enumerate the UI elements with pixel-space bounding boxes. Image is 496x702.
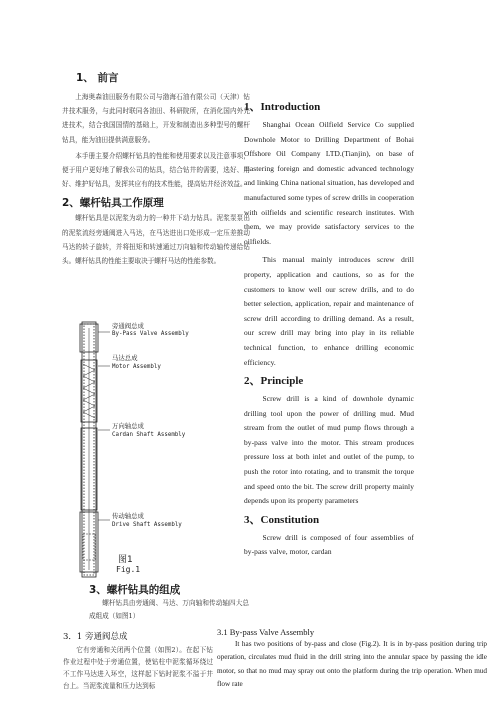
chinese-column — [62, 70, 250, 268]
english-column — [244, 98, 414, 560]
cn-constitution-section — [89, 582, 249, 623]
label-drive-en: Drive Shaft Assembly — [112, 522, 182, 528]
cn-bypass-section — [63, 630, 213, 692]
en-principle-heading: 2、Principle — [244, 375, 304, 388]
en-intro-paragraph-1: Shanghai Ocean Oilfield Service Co supplied Downhole Motor to Drilling Department of Bohai Offshore Oil Company LTD.(Tianjin), on base of mastering foreign and domestic advanced technology and linking China national situation, has developed and manufactured some types of screw drills in cooperation with oilfields and scientific research institutes. With them, we may provide satisfactory services to the oilfields. — [244, 120, 414, 246]
en-intro-heading: 1、Introduction — [244, 101, 321, 113]
label-bypass-cn: 旁通阀总成 — [112, 322, 144, 330]
figure-caption-en: Fig.1 — [116, 565, 141, 574]
en-bypass-section — [217, 627, 487, 692]
cn-intro-heading: 1、 前言 — [76, 72, 119, 84]
en-bypass-heading: 3.1 By-pass Valve Assembly — [217, 627, 315, 637]
cn-intro-paragraph-2: 本手册主要介绍螺杆钻具的性能和使用要求以及注意事项，便于用户更好地了解我公司的钻具，结合钻井的需要，选好、用好、维护好钻具，发挥其应有的技术性能，提高钻井经济效益。 — [62, 151, 250, 189]
screw-drill-drawing — [70, 320, 220, 582]
figure-caption-cn: 图1 — [118, 555, 133, 565]
cn-bypass-heading: 3．1 旁通阀总成 — [63, 632, 128, 642]
cn-principle-paragraph: 螺杆钻具是以泥浆为动力的一种井下动力钻具。泥浆泵泵出的泥浆流经旁通阀进入马达，在马达进出口处形成一定压差推动马达的转子旋转，并将扭矩和转速通过万向轴和传动轴传递给钻头。螺杆钻具的性能主要取决于螺杆马达的性能参数。 — [62, 214, 250, 266]
label-cardan-cn: 万向轴总成 — [112, 422, 144, 430]
label-cardan-en: Cardan Shaft Assembly — [112, 432, 186, 438]
figure-1-drill-diagram — [70, 320, 220, 582]
cn-constitution-paragraph: 螺杆钻具由旁通阀、马达、万向轴和传动轴四大总成组成（如图1） — [89, 599, 249, 620]
en-constitution-paragraph: Screw drill is composed of four assemblies of by-pass valve, motor, cardan — [244, 532, 414, 557]
cn-intro-paragraph-1: 上海奥森油田服务有限公司与渤海石油有限公司（天津）钻井技术服务，与此同时联同各油田、科研院所，在消化国内外先进技术，结合我国国情的基础上，开发和制造出多种型号的螺杆钻具，能为油田提供满意服务。 — [62, 93, 250, 144]
en-principle-paragraph: Screw drill is a kind of downhole dynamic drilling tool upon the power of drilling mud. Mud stream from the outlet of mud pump flows through a by-pass valve into the motor. This stream produces pressure loss at both inlet and outlet of the pump, to push the rotor into rotating, and to transmit the torque and speed onto the bit. The screw drill property mainly depends upon its property parameters — [244, 394, 414, 506]
en-constitution-heading: 3、Constitution — [244, 513, 320, 526]
en-intro-paragraph-2: This manual mainly introduces screw drill property, application and cautions, so as for the customers to know well our screw drills, and to do better selection, application, repair and maintenance of screw drill according to drilling demand. As a result, our screw drill may bring into play in its reliable technical function, to enhance drilling economic efficiency. — [244, 255, 414, 367]
label-drive-cn: 传动轴总成 — [112, 512, 144, 520]
cn-principle-heading: 2、螺杆钻具工作原理 — [62, 197, 164, 210]
label-motor-en: Motor Assembly — [112, 364, 161, 370]
en-bypass-paragraph: It has two positions of by-pass and close (Fig.2). It is in by-pass position during trip operation, circulates mud fluid in the drill string into the annular space by passing the idle motor, so that no mud may spray out onto the platform during the trip operation. When mud flow rate — [217, 640, 487, 689]
cn-bypass-paragraph: 它有旁通和关闭两个位置（如图2）。在起下钻作业过程中处于旁通位置，使钻柱中泥浆循环绕过不工作马达进入环空，这样起下钻时泥浆不溢于井台上。当泥浆流量和压力达到标 — [63, 646, 213, 690]
cn-constitution-heading: 3、螺杆钻具的组成 — [89, 584, 181, 596]
label-bypass-en: By-Pass Valve Assembly — [112, 331, 189, 337]
label-motor-cn: 马达总成 — [112, 354, 138, 362]
